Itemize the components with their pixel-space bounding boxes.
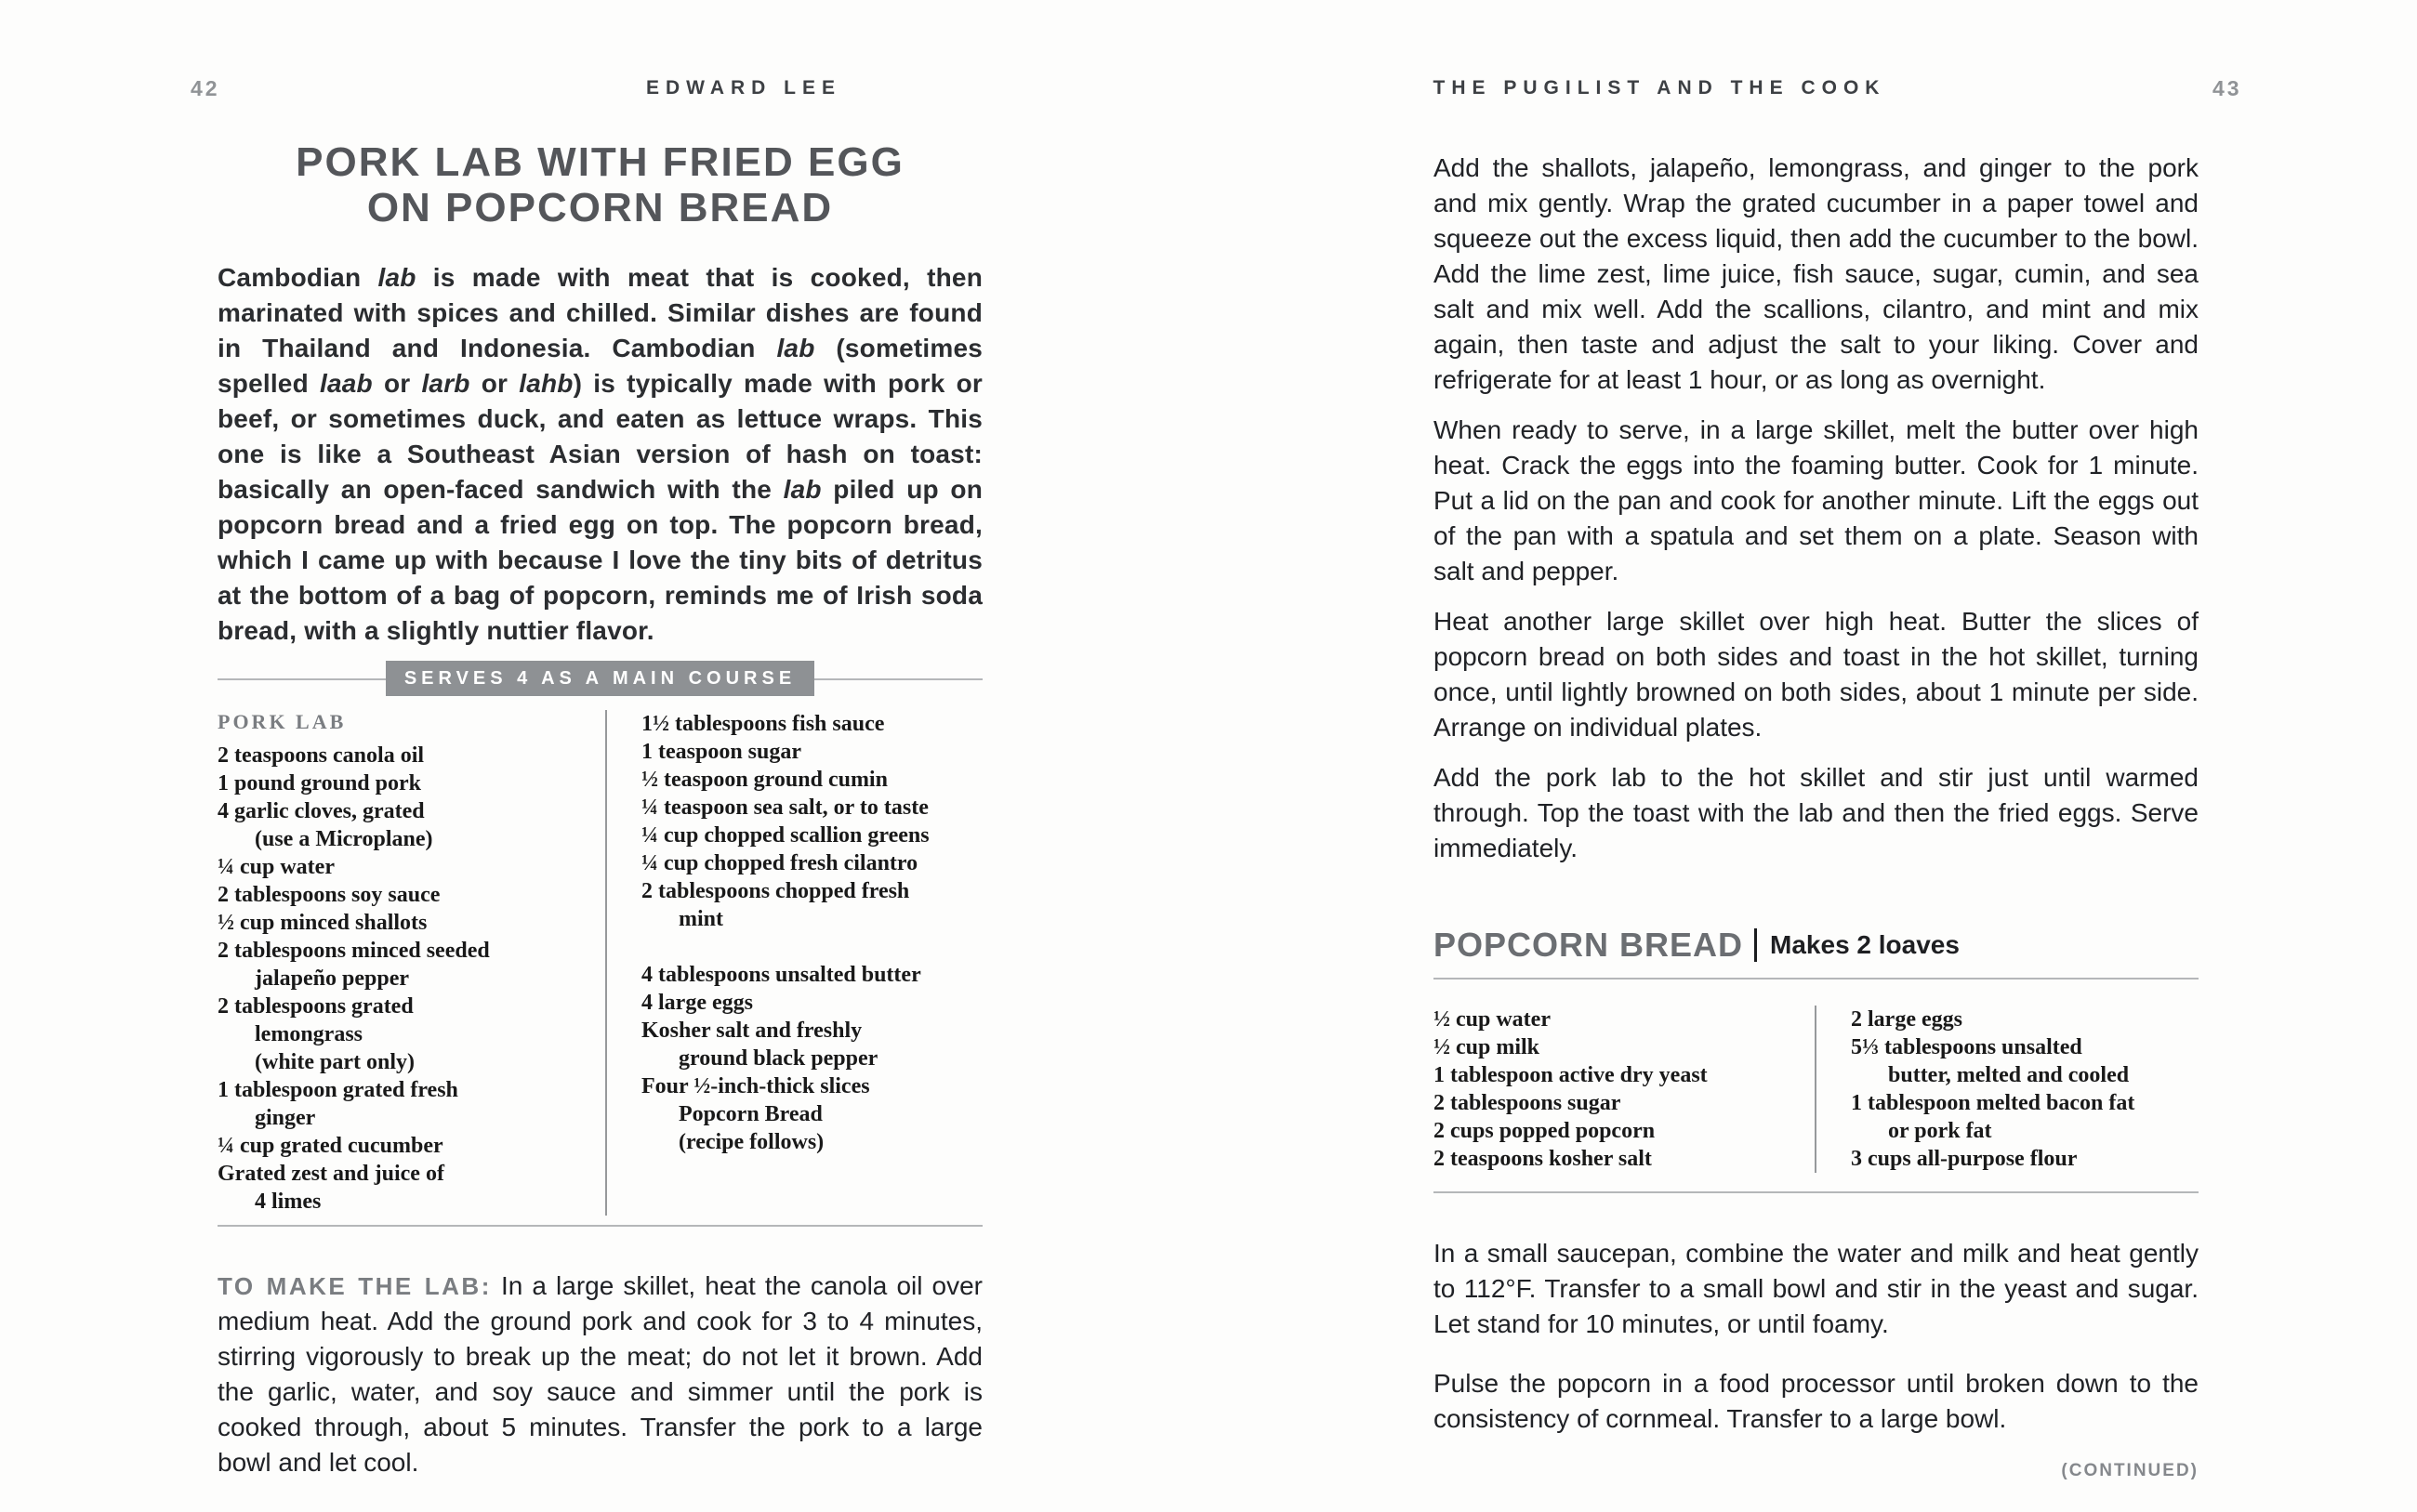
page-left bbox=[218, 0, 983, 1480]
running-head-author: EDWARD LEE bbox=[645, 77, 842, 99]
body-paragraph: Heat another large skillet over high heat. Butter the slices of popcorn bread on both sides and toast in the hot skillet, turning once, until lightly browned on both sides, about 1 minute per side. Arrange on individual plates. bbox=[1433, 607, 2199, 742]
ingredient-line: 1 tablespoon melted bacon fat bbox=[1851, 1091, 2135, 1115]
ingredient-line: ¼ teaspoon sea salt, or to taste bbox=[641, 795, 929, 820]
intro-text: ) is typically made with pork or beef, or sometimes duck, and eaten as lettuce wraps. This one is like a Southeast Asian version of hash on toast: basically an open-faced sandwich with the bbox=[218, 369, 983, 504]
body-paragraph: Add the shallots, jalapeño, lemongrass, and ginger to the pork and mix gently. Wrap the grated cucumber in a paper towel and squeeze out the excess liquid, then add the cucumber to the bowl. Add the lime zest, lime juice, fish sauce, sugar, cumin, and sea salt and mix well. Add the scallions, cilantro, and mint and mix again, then taste and adjust the salt to your liking. Cover and refrigerate for at least 1 hour, or as long as overnight. bbox=[1433, 153, 2199, 394]
ingredient-line: Kosher salt and freshly bbox=[641, 1019, 863, 1043]
ingredient-line: 1 pound ground pork bbox=[218, 771, 421, 795]
ingredient-line: 2 cups popped popcorn bbox=[1433, 1119, 1656, 1143]
intro-italic-term: lab bbox=[776, 334, 815, 362]
ingredient-line: Four ½-inch-thick slices bbox=[641, 1074, 870, 1098]
ingredient-line: (white part only) bbox=[255, 1050, 415, 1074]
ingredient-line: ¼ cup water bbox=[218, 855, 335, 879]
intro-italic-term: larb bbox=[421, 369, 470, 398]
ingredient-line: 2 large eggs bbox=[1851, 1007, 1962, 1032]
ingredient-line: 1 tablespoon grated fresh bbox=[218, 1078, 458, 1102]
ingredient-line: 4 limes bbox=[255, 1190, 322, 1214]
subrecipe-ingredient-list-right bbox=[1851, 1006, 2199, 1173]
subrecipe-ingredient-list-left bbox=[1433, 1006, 1783, 1173]
ingredient-line: ¼ cup chopped fresh cilantro bbox=[641, 851, 918, 875]
body-paragraph: Add the pork lab to the hot skillet and stir just until warmed through. Top the toast with the lab and then the fried eggs. Serve immediately. bbox=[1433, 763, 2199, 862]
intro-text: (sometimes spelled bbox=[218, 334, 983, 398]
subrecipe-yield: Makes 2 loaves bbox=[1770, 930, 1960, 959]
ingredient-line: ½ cup minced shallots bbox=[218, 911, 428, 935]
ingredient-line: Grated zest and juice of bbox=[218, 1162, 444, 1186]
ingredient-line: ginger bbox=[255, 1106, 316, 1130]
running-head-book-title: THE PUGILIST AND THE COOK bbox=[1433, 77, 1886, 99]
ingredient-line: 2 tablespoons chopped fresh bbox=[641, 879, 910, 903]
intro-text: or bbox=[372, 369, 422, 398]
subrecipe-ingredients-right bbox=[1815, 1006, 2199, 1173]
page-number-right: 43 bbox=[2212, 76, 2242, 100]
ingredient-line: (recipe follows) bbox=[679, 1130, 825, 1154]
ingredient-line: mint bbox=[679, 907, 723, 931]
recipe-title bbox=[218, 139, 983, 230]
ingredient-line: 2 tablespoons grated bbox=[218, 994, 414, 1019]
subrecipe-heading bbox=[1433, 926, 2199, 965]
intro-text: or bbox=[469, 369, 520, 398]
ingredients-section bbox=[218, 696, 983, 1227]
ingredient-line: ¼ cup grated cucumber bbox=[218, 1134, 443, 1158]
intro-italic-term: lab bbox=[783, 475, 822, 504]
ingredient-line: 2 tablespoons minced seeded bbox=[218, 939, 490, 963]
intro-text: Cambodian bbox=[218, 263, 378, 292]
ingredient-line: 3 cups all-purpose flour bbox=[1851, 1147, 2078, 1171]
ingredient-line: (use a Microplane) bbox=[255, 827, 433, 851]
ingredient-line: lemongrass bbox=[255, 1022, 363, 1046]
ingredient-line: ground black pepper bbox=[679, 1046, 878, 1071]
page-number-left: 42 bbox=[191, 76, 220, 100]
serves-badge: SERVES 4 AS A MAIN COURSE bbox=[386, 661, 814, 696]
intro-italic-term: laab bbox=[320, 369, 373, 398]
ingredient-line: 2 tablespoons soy sauce bbox=[218, 883, 441, 907]
body-paragraph: Pulse the popcorn in a food processor until broken down to the consistency of cornmeal. Transfer to a large bowl. bbox=[1433, 1369, 2199, 1433]
intro-text: piled up on popcorn bread and a fried egg on top. The popcorn bread, which I came up with because I love the tiny bits of detritus at the bottom of a bag of popcorn, reminds me of Irish soda bread, with a slightly nuttier flavor. bbox=[218, 475, 983, 645]
ingredient-list-left bbox=[218, 742, 574, 1216]
subrecipe-ingredients-left bbox=[1433, 1006, 1815, 1173]
recipe-title-line2: ON POPCORN BREAD bbox=[366, 185, 834, 230]
ingredient-line: 1 teaspoon sugar bbox=[641, 740, 802, 764]
subrecipe-ingredients-section bbox=[1433, 978, 2199, 1193]
recipe-intro bbox=[218, 260, 983, 649]
body-paragraph: In a small saucepan, combine the water and milk and heat gently to 112°F. Transfer to a small bowl and stir in the yeast and sugar. Let stand for 10 minutes, or until foamy. bbox=[1433, 1239, 2199, 1338]
ingredient-line: or pork fat bbox=[1888, 1119, 1992, 1143]
subrecipe-steps bbox=[1433, 1236, 2199, 1437]
recipe-title-line1: PORK LAB WITH FRIED EGG bbox=[296, 139, 905, 185]
ingredients-column-left bbox=[218, 710, 605, 1216]
subrecipe-title: POPCORN BREAD bbox=[1433, 926, 1744, 964]
step-paragraph-make-the-lab bbox=[218, 1269, 983, 1480]
ingredient-line: ¼ cup chopped scallion greens bbox=[641, 823, 930, 848]
intro-italic-term: lahb bbox=[519, 369, 574, 398]
ingredient-line: ½ cup water bbox=[1433, 1007, 1551, 1032]
ingredient-group-label: PORK LAB bbox=[218, 710, 347, 733]
intro-italic-term: lab bbox=[377, 263, 416, 292]
heading-separator-bar bbox=[1754, 928, 1757, 962]
ingredient-line: butter, melted and cooled bbox=[1888, 1063, 2130, 1087]
page-right bbox=[1433, 0, 2199, 1481]
serves-badge-row bbox=[218, 661, 983, 696]
ingredient-line: 5⅓ tablespoons unsalted bbox=[1851, 1035, 2082, 1059]
ingredients-column-right bbox=[605, 710, 983, 1216]
ingredient-line: 4 garlic cloves, grated bbox=[218, 799, 425, 823]
ingredient-line: 4 large eggs bbox=[641, 991, 753, 1015]
method-paragraphs bbox=[1433, 151, 2199, 866]
step-text: In a large skillet, heat the canola oil over medium heat. Add the ground pork and cook for 3 to 4 minutes, stirring vigorously to break up the meat; do not let it brown. Add the garlic, water, and soy sauce and simmer until the pork is cooked through, about 5 minutes. Transfer the pork to a large bowl and let cool. bbox=[218, 1271, 984, 1477]
ingredient-list-right bbox=[641, 710, 983, 1156]
intro-text: is made with meat that is cooked, then marinated with spices and chilled. Similar dishes are found in Thailand and Indonesia. Cambodian bbox=[218, 263, 984, 362]
ingredient-line: jalapeño pepper bbox=[255, 966, 410, 991]
ingredient-line: 2 teaspoons kosher salt bbox=[1433, 1147, 1652, 1171]
ingredient-line: Popcorn Bread bbox=[679, 1102, 823, 1126]
ingredient-line: 2 teaspoons canola oil bbox=[218, 743, 425, 768]
ingredient-line: 1½ tablespoons fish sauce bbox=[641, 712, 885, 736]
ingredient-line: ½ cup milk bbox=[1433, 1035, 1540, 1059]
continued-note: (CONTINUED) bbox=[2061, 1461, 2199, 1480]
step-label: TO MAKE THE LAB: bbox=[218, 1272, 492, 1300]
ingredient-line: 2 tablespoons sugar bbox=[1433, 1091, 1621, 1115]
ingredient-line: ½ teaspoon ground cumin bbox=[641, 768, 888, 792]
body-paragraph: When ready to serve, in a large skillet, melt the butter over high heat. Crack the eggs into the foaming butter. Cook for 1 minute. Put a lid on the pan and cook for another minute. Lift the eggs out of the pan with a spatula and set them on a plate. Season with salt and pepper. bbox=[1433, 415, 2199, 585]
ingredient-line: 1 tablespoon active dry yeast bbox=[1433, 1063, 1708, 1087]
ingredient-line: 4 tablespoons unsalted butter bbox=[641, 963, 921, 987]
